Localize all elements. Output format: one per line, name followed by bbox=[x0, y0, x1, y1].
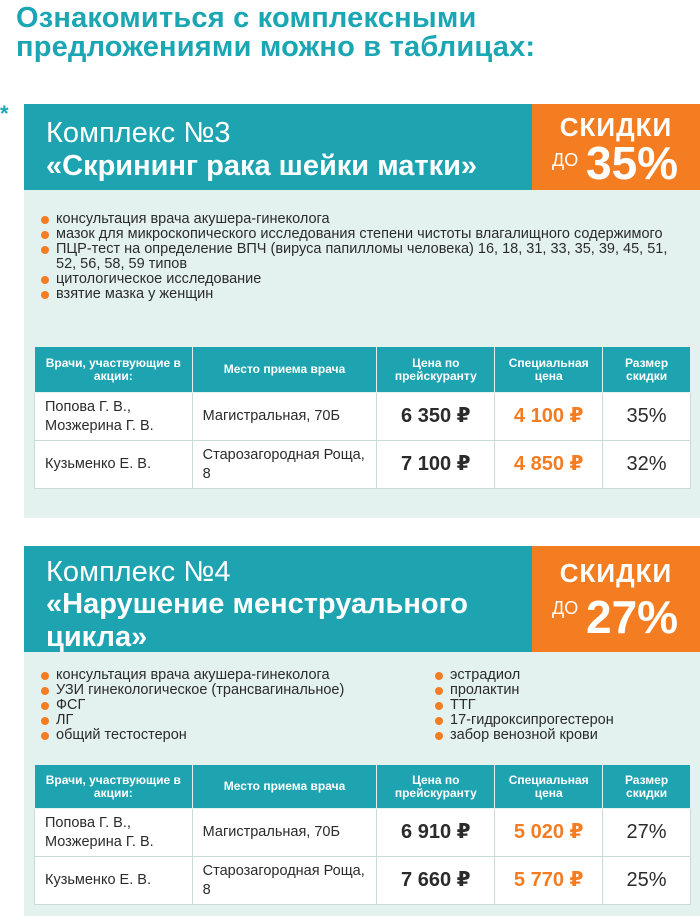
complex-3-header bbox=[24, 104, 700, 190]
list-item: ЛГ bbox=[40, 713, 430, 728]
footnote-asterisk: * bbox=[0, 101, 9, 126]
complex-4-title: «Нарушение менструального цикла» bbox=[46, 588, 469, 653]
bullet-icon bbox=[41, 216, 49, 224]
price-cell: 6 910 ₽ bbox=[377, 809, 495, 857]
col-header-discount: Размер скидки bbox=[603, 765, 691, 809]
complex-4-services-list-right bbox=[434, 668, 694, 743]
discount-upto: ДО bbox=[552, 598, 579, 618]
col-header-price: Цена по прейскуранту bbox=[377, 347, 495, 393]
complex-3-title: «Скрининг рака шейки матки» bbox=[46, 150, 478, 182]
price-cell: 6 350 ₽ bbox=[377, 393, 495, 441]
discount-value: 35% bbox=[586, 137, 679, 189]
list-item: взятие мазка у женщин bbox=[40, 287, 680, 302]
bullet-icon bbox=[41, 246, 49, 254]
bullet-icon bbox=[41, 672, 49, 680]
discount-value: 27% bbox=[586, 591, 679, 643]
bullet-icon bbox=[435, 672, 443, 680]
location-cell: Магистральная, 70Б bbox=[192, 393, 377, 441]
list-item: 17-гидроксипрогестерон bbox=[434, 713, 694, 728]
col-header-doctors: Врачи, участвующие в акции: bbox=[35, 347, 193, 393]
list-item: мазок для микроскопического исследования степени чистоты влагалищного содержимого bbox=[40, 227, 680, 242]
complex-3-block bbox=[24, 104, 700, 518]
discount-cell: 27% bbox=[603, 809, 691, 857]
bullet-icon bbox=[41, 732, 49, 740]
complex-4-discount-badge bbox=[532, 546, 700, 652]
location-cell: Старозагородная Роща, 8 bbox=[192, 441, 377, 489]
bullet-icon bbox=[41, 231, 49, 239]
page-headline: Ознакомиться с комплексными предложениями можно в таблицах: bbox=[16, 2, 536, 63]
bullet-icon bbox=[41, 276, 49, 284]
list-item: УЗИ гинекологическое (трансвагинальное) bbox=[40, 683, 430, 698]
bullet-icon bbox=[435, 717, 443, 725]
col-header-discount: Размер скидки bbox=[603, 347, 691, 393]
discount-word: СКИДКИ bbox=[559, 112, 673, 142]
complex-4-price-table bbox=[34, 764, 691, 905]
table-row bbox=[35, 857, 691, 905]
complex-3-number: Комплекс №3 bbox=[46, 117, 231, 149]
col-header-special: Специальная цена bbox=[495, 765, 603, 809]
bullet-icon bbox=[435, 687, 443, 695]
col-header-special: Специальная цена bbox=[495, 347, 603, 393]
col-header-doctors: Врачи, участвующие в акции: bbox=[35, 765, 193, 809]
doctors-cell: Попова Г. В., Мозжерина Г. В. bbox=[35, 809, 193, 857]
list-item: консультация врача акушера-гинеколога bbox=[40, 212, 680, 227]
bullet-icon bbox=[435, 732, 443, 740]
table-row bbox=[35, 393, 691, 441]
special-price-cell: 5 020 ₽ bbox=[495, 809, 603, 857]
discount-cell: 32% bbox=[603, 441, 691, 489]
bullet-icon bbox=[41, 702, 49, 710]
complex-4-services-list-left bbox=[40, 668, 430, 743]
discount-cell: 25% bbox=[603, 857, 691, 905]
list-item: забор венозной крови bbox=[434, 728, 694, 743]
special-price-cell: 5 770 ₽ bbox=[495, 857, 603, 905]
complex-3-discount-badge bbox=[532, 104, 700, 190]
list-item: ФСГ bbox=[40, 698, 430, 713]
complex-3-services-list bbox=[40, 212, 680, 302]
list-item: ТТГ bbox=[434, 698, 694, 713]
complex-3-price-table bbox=[34, 346, 691, 489]
list-item: пролактин bbox=[434, 683, 694, 698]
location-cell: Магистральная, 70Б bbox=[192, 809, 377, 857]
doctors-cell: Кузьменко Е. В. bbox=[35, 857, 193, 905]
bullet-icon bbox=[41, 291, 49, 299]
bullet-icon bbox=[41, 717, 49, 725]
list-item: общий тестостерон bbox=[40, 728, 430, 743]
discount-word: СКИДКИ bbox=[559, 558, 673, 588]
table-row bbox=[35, 441, 691, 489]
location-cell: Старозагородная Роща, 8 bbox=[192, 857, 377, 905]
complex-4-block bbox=[24, 546, 700, 916]
price-cell: 7 100 ₽ bbox=[377, 441, 495, 489]
col-header-price: Цена по прейскуранту bbox=[377, 765, 495, 809]
special-price-cell: 4 850 ₽ bbox=[495, 441, 603, 489]
list-item: консультация врача акушера-гинеколога bbox=[40, 668, 430, 683]
complex-4-header bbox=[24, 546, 700, 652]
table-row bbox=[35, 809, 691, 857]
list-item: цитологическое исследование bbox=[40, 272, 680, 287]
list-item: ПЦР-тест на определение ВПЧ (вируса папилломы человека) 16, 18, 31, 33, 35, 39, 45, 51, 52, 56, 58, 59 типов bbox=[40, 242, 680, 272]
bullet-icon bbox=[435, 702, 443, 710]
doctors-cell: Попова Г. В., Мозжерина Г. В. bbox=[35, 393, 193, 441]
special-price-cell: 4 100 ₽ bbox=[495, 393, 603, 441]
col-header-location: Место приема врача bbox=[192, 347, 377, 393]
list-item: эстрадиол bbox=[434, 668, 694, 683]
bullet-icon bbox=[41, 687, 49, 695]
discount-cell: 35% bbox=[603, 393, 691, 441]
price-cell: 7 660 ₽ bbox=[377, 857, 495, 905]
col-header-location: Место приема врача bbox=[192, 765, 377, 809]
complex-4-number: Комплекс №4 bbox=[46, 556, 231, 588]
doctors-cell: Кузьменко Е. В. bbox=[35, 441, 193, 489]
discount-upto: ДО bbox=[552, 150, 579, 170]
